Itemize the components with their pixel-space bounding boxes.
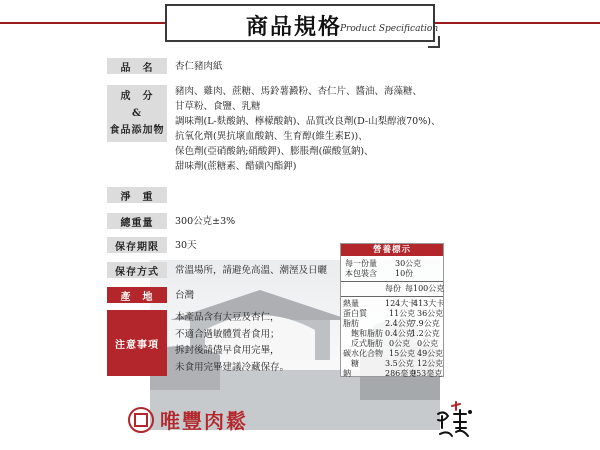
storage-label: 保存方式: [107, 262, 167, 278]
nutrient-per-100g: 1.2公克: [411, 329, 440, 338]
ingredients-line: 保色劑(亞硝酸鈉;硝酸鉀)、膨脹劑(碳酸氫鈉)、: [175, 146, 374, 157]
nutrient-per-serving: 0公克: [389, 339, 411, 348]
brand-seal-icon: [128, 407, 154, 433]
product-name-value: 杏仁豬肉紙: [175, 61, 223, 72]
ingredients-label: [107, 85, 167, 142]
page-title: 商品規格: [246, 14, 343, 40]
nutrient-name: 飽和脂肪: [343, 329, 383, 338]
header-corner-mark: [428, 36, 440, 48]
ingredients-line: 調味劑(L-麩酸鈉、檸檬酸鈉)、品質改良劑(D-山梨醇液70%)、: [175, 116, 441, 127]
nutrition-row: [341, 329, 443, 339]
nutrient-name: 反式脂肪: [343, 339, 383, 348]
notice-label: 注意事項: [107, 310, 167, 376]
pack-label: 本包裝含: [345, 269, 377, 278]
shelf-life-label: 保存期限: [107, 237, 167, 253]
brand-name: 唯豐肉鬆: [160, 409, 248, 433]
nutrition-row: [341, 349, 443, 359]
brand-logo: [128, 405, 248, 434]
ingredients-line: 抗氧化劑(異抗壞血酸鈉、生育醇(維生素E))、: [175, 131, 368, 142]
nutrient-per-100g: 12公克: [417, 359, 444, 368]
page-subtitle: Product Specification: [340, 24, 439, 34]
notice-line: 拆封後請儘早食用完畢，: [175, 345, 280, 356]
nutrition-row: [341, 339, 443, 349]
nutrient-per-serving: 11公克: [389, 309, 416, 318]
col-per-serving: 每份: [385, 284, 401, 293]
pack-row: [341, 269, 443, 279]
net-weight-label: 淨 重: [107, 187, 167, 203]
nutrition-title: 營養標示: [341, 244, 443, 256]
nutrition-row: [341, 299, 443, 309]
ingredients-line: 豬肉、雞肉、蔗糖、馬鈴薯澱粉、杏仁片、醬油、海藻糖、: [175, 86, 423, 97]
nutrient-per-100g: 7.9公克: [411, 319, 440, 328]
notice-line: 本產品含有大豆及杏仁，: [175, 312, 280, 323]
product-name-label: 品 名: [107, 58, 167, 74]
ingredients-label-line-1: 成 分: [120, 91, 154, 102]
total-weight-label: 總重量: [107, 213, 167, 229]
serving-label: 每一份量: [345, 259, 377, 268]
nutrition-facts-table: [340, 243, 444, 377]
nutrient-name: 蛋白質: [343, 309, 367, 318]
nutrient-per-100g: 953毫克: [411, 369, 443, 378]
origin-value: 台灣: [175, 290, 195, 301]
notice-line: 未食用完畢建議冷藏保存。: [175, 361, 290, 373]
nutrient-per-serving: 3.5公克: [385, 359, 414, 368]
pack-value: 10份: [395, 269, 414, 278]
notice-text: [175, 310, 330, 376]
ingredients-label-line-3: 食品添加物: [109, 125, 165, 136]
nutrient-name: 碳水化合物: [343, 349, 383, 358]
nutrition-row: [341, 319, 443, 329]
nutrition-column-headers: [341, 284, 443, 294]
handwritten-brand-mark-icon: [432, 398, 476, 442]
page-header: [0, 0, 600, 52]
nutrition-divider: [341, 281, 443, 282]
nutrient-per-serving: 124大卡: [385, 299, 417, 308]
nutrition-row: [341, 369, 443, 379]
nutrient-per-100g: 413大卡: [413, 299, 445, 308]
nutrient-per-serving: 0.4公克: [385, 329, 414, 338]
ingredients-label-line-2: &: [131, 108, 143, 119]
nutrient-per-100g: 0公克: [417, 339, 439, 348]
nutrient-per-100g: 36公克: [417, 309, 444, 318]
nutrient-name: 熱量: [343, 299, 359, 308]
nutrient-per-serving: 286毫克: [385, 369, 417, 378]
notice-line: 不適合過敏體質者食用；: [175, 328, 280, 340]
nutrition-divider: [341, 296, 443, 297]
ingredients-list: [175, 84, 445, 174]
total-weight-value: 300公克±3%: [175, 216, 236, 227]
origin-label: 產 地: [107, 287, 167, 303]
nutrient-name: 脂肪: [343, 319, 359, 328]
serving-value: 30公克: [395, 259, 422, 268]
col-per-100g: 每100公克: [405, 284, 445, 293]
nutrient-per-serving: 2.4公克: [385, 319, 414, 328]
nutrient-name: 鈉: [343, 369, 351, 378]
nutrient-per-serving: 15公克: [389, 349, 416, 358]
nutrition-row: [341, 309, 443, 319]
serving-row: [341, 259, 443, 269]
nutrient-per-100g: 49公克: [417, 349, 444, 358]
nutrient-name: 糖: [343, 359, 359, 368]
storage-value: 常溫場所，請避免高溫、潮溼及日曬: [175, 265, 328, 276]
ingredients-line: 甜味劑(蔗糖素、醋磺內酯鉀): [175, 161, 297, 172]
nutrition-row: [341, 359, 443, 369]
ingredients-line: 甘草粉、食鹽、乳糖: [175, 101, 261, 112]
shelf-life-value: 30天: [175, 240, 197, 251]
